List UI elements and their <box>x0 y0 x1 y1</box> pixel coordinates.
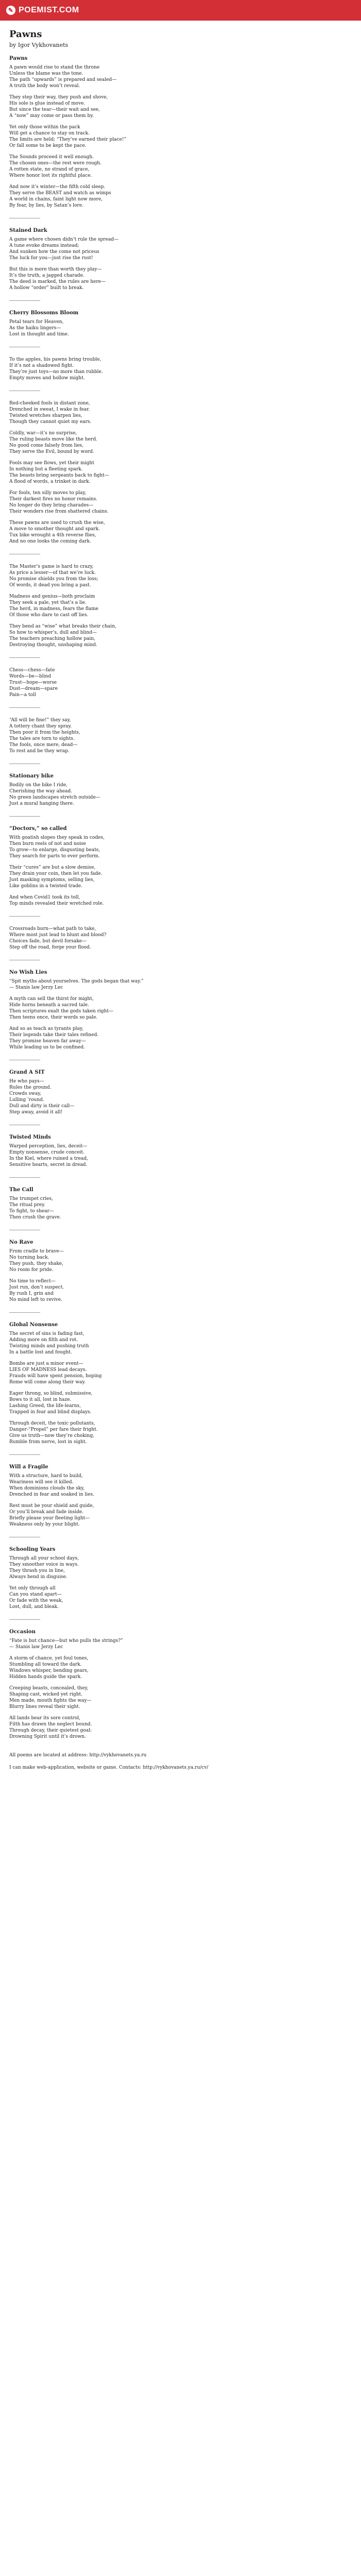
poem-stanza: Warped perception, lies, deceit— Empty nonsense, crude conceit. In the Kiel, where ruined a tread, Sensitive hearts, secret in dread. <box>9 1144 88 1167</box>
poem-separator <box>9 1177 40 1178</box>
poem-list <box>9 56 352 1740</box>
poem-title: Twisted Minds <box>9 1134 51 1140</box>
poem-title: Will a Fragile <box>9 1464 48 1470</box>
poem-stanza: Bodily on the bike I ride, Cherishing the way ahead. No green landscapes stretch outside— Just a mural hanging there. <box>9 783 101 806</box>
poem <box>9 1134 352 1168</box>
poem-stanza: Chess—chess—fate Words—be—blind Trust—hope—worse Dust—dream—spare Pain—a toll <box>9 668 58 698</box>
site-logo[interactable] <box>6 6 79 15</box>
poem-title: Occasion <box>9 1629 36 1635</box>
poem-title: Global Nonsense <box>9 1322 58 1328</box>
poem-stanza: These pawns are used to crush the wise, A move to smother thought and spark. Tux bike wrought a 4th reverse flies, And no one looks the coming dark. <box>9 520 105 544</box>
poem-stanza: No time to reflect— Just run, don’t suspect. By rush I, grin and No mind left to revive. <box>9 1279 64 1302</box>
poem-stanza: A myth can sell the thirst for might, Hide horns beneath a sacred tale. Then scriptures exalt the gods taken right— Then teens once, their words so pale. <box>9 996 113 1020</box>
poem-title: Cherry Blossoms Bloom <box>9 310 79 316</box>
poem <box>9 1547 352 1610</box>
poem-title: Schooling Years <box>9 1547 56 1552</box>
poem-stanza: He who pays— Rules the ground. Crowds sway, Lulling ’round. Dull and dirty is their call— Step away, avoid it all! <box>9 1079 75 1115</box>
poem-stanza: A pawn would rise to stand the throne Unless the blame was the tone. The path “upwards” is prepared and sealed— A truth the body won’t reveal. <box>9 65 117 89</box>
poem <box>9 970 352 1050</box>
poem <box>9 1070 352 1115</box>
poem-stanza: And now it’s winter—the fifth cold sleep. They serve the BEAST and watch as wimps A world in chains, faint light now more, By fear, by lies, by Satan’s lore. <box>9 184 111 208</box>
poem <box>9 1187 352 1221</box>
poem-title: “Doctors,” so called <box>9 826 67 832</box>
poemist-logo-icon: ✎ <box>6 6 15 15</box>
footer-note: All poems are located at address: http://vykhovanets.ya.ru I can make web-application, website or game. Contacts: http://vykhovanets.ya.ru/cv/ <box>9 1753 208 1770</box>
poem-title: No Rave <box>9 1240 34 1245</box>
poem-stanza: Rest must be your shield and guide, Or you’ll break and fade inside. Briefly please your fleeting light— Weakness only by your blight. <box>9 1503 94 1527</box>
poem-title: Pawns <box>9 56 28 61</box>
poem-separator <box>9 816 40 817</box>
poem-title: The Call <box>9 1187 34 1193</box>
poem-stanza: Their “cures” are but a slow demise, They drain your coin, then let you fade. Just masking symptoms, selling lies, Like goblins in a twisted trade. <box>9 865 103 889</box>
poem-stanza: Bombs are just a minor event— LIES OF MADNESS lead decays. Frauds will have spent pension, hoping Rome will come along their way. <box>9 1361 102 1385</box>
poem <box>9 926 352 951</box>
poem-stanza: Yet only those within the pack Will get a chance to stay on track. The limits are held; “They’ve earned their place!” Or fall some to be kept the pace. <box>9 125 126 148</box>
poem-stanza: Through all your school days, They smoother voice in ways. They thrash you in line, Always bend in disguise. <box>9 1556 79 1580</box>
poem-separator <box>9 657 40 658</box>
poem <box>9 1322 352 1445</box>
poem-stanza: Madness and genius—both proclaim They seek a pale, yet that’s a lie. The herd, in madness, fears the flame Of those who dare to cast off lies. <box>9 594 99 618</box>
poem-separator <box>9 300 40 301</box>
poem-title: Grand A SIT <box>9 1070 45 1075</box>
poem-stanza: But this is more than worth they play— It’s the truth, a jagged charade. The deed is marked, the rules are here— A hollow “order” built to break. <box>9 267 106 291</box>
poem-stanza: They step their way, they push and shove, His sole is glue instead of move. But since the tear—their wait and see, A “now” may come or pass them by. <box>9 95 108 118</box>
poem-stanza: For fools, ten silly moves to play, Their darkest fires no honor remains. No longer do they bring charades— Their wonders rise from shattered chains. <box>9 490 109 514</box>
poem-separator <box>9 916 40 917</box>
poem-stanza: From cradle to brave— No turning back. They push, they shake, No room for pride. <box>9 1249 64 1273</box>
poem-stanza: Creeping beasts, concealed, they, Shaping cast, wicked yet right. Men made, mouth fights the way— Blurry lines reveal their sight. <box>9 1686 92 1709</box>
poem-stanza: With goatish slopes they speak in codes, Then burn reels of not and noise To grow—to enlarge, disgusting beats, They search for parts to ever perform. <box>9 835 105 859</box>
poem-title: Stained Dark <box>9 228 47 233</box>
poem <box>9 357 352 381</box>
poem-stanza: Eager throng, so blind, submissive, Bows to it all, lost in haze. Lashing Greed, the life-learns, Trapped in fear and blind displays. <box>9 1391 93 1415</box>
poem <box>9 400 352 545</box>
poem-stanza: To the apples, his pawns bring trouble, If it’s not a shadowed fight. They’re just toys—no more than rubble. Empty moves and hollow might. <box>9 357 103 381</box>
poem-stanza: With a structure, hard to build, Weariness will see it killed. When dominions clouds the sky, Drenched in fear and soaked in lies. <box>9 1473 94 1497</box>
poem <box>9 1464 352 1528</box>
poem <box>9 56 352 209</box>
poem <box>9 1629 352 1740</box>
poem-stanza: The Master’s game is hard to crazy, As price a lesser—of that we’re luck. No promise shields you from the loss; Of words, it dead you bring a past. <box>9 564 99 588</box>
poem-stanza: “All will be fine!” they say, A tottery chant they spray. Then poor it from the heights, The tales are torn to sights. The fools, once mere, dead— To rest and be they wrap. <box>9 718 80 754</box>
poem-stanza: Red-cheeked fools in distant zone, Drenched in sweat, I wake in fear. Twisted wretches sharpen lies, Though they cannot quiet my ears. <box>9 401 92 425</box>
poem-stanza: The Sounds proceed it well enough. The chosen ones—the rest were rough. A rotten state, no strand of grace, Where honor lost its rightful place. <box>9 155 102 178</box>
poem-stanza: All lands bear its sore control, Filth has drawn the neglect bound. Through decay, their quietest goal: Drowning Spirit until it’s drown. <box>9 1716 92 1739</box>
poem-stanza: They bend as “wise” what breaks their chain, So how to whisper’s, dull and blind— The teachers preaching hollow pain, Destroying thought, unshaping mind. <box>9 624 117 648</box>
poem <box>9 667 352 698</box>
poem-separator <box>9 707 40 708</box>
poem-title: No Wish Lies <box>9 970 47 975</box>
poem-stanza: Petal tears for Heaven, As the haiku lingers— Lost in thought and time. <box>9 319 69 337</box>
poem-stanza: And when Covid1 took its toll, Top minds revealed their wretched role. <box>9 895 104 906</box>
poem <box>9 564 352 648</box>
poem-separator <box>9 1312 40 1313</box>
poem <box>9 773 352 807</box>
poem-title: Stationary bike <box>9 773 54 779</box>
top-bar <box>0 0 361 21</box>
poem <box>9 1240 352 1303</box>
poem-stanza: Through deceit, the toxic pollutants, Danger-“Propel” per fare their fright. Give us truth—now they’re choking, Rumble from nerve, lost in sight. <box>9 1421 98 1445</box>
poem-stanza: A storm of chance, yet foul tones, Stumbling all toward the dark. Windows whisper, bending gears, Hidden hands guide the spark. <box>9 1656 89 1680</box>
site-logo-text: POEMIST.COM <box>19 6 79 14</box>
poem-stanza: And so as teach as tyrants play, Their legends take their tales refined. They promise heaven far away— While leading us to be confined. <box>9 1026 99 1050</box>
poem <box>9 228 352 291</box>
poem <box>9 717 352 754</box>
poem-stanza: “Fate is but chance—but who pulls the strings?” — Stanis law Jerzy Lec <box>9 1638 123 1650</box>
poem-stanza: “Spit myths about yourselves. The gods began that way.” — Stanis law Jerzy Lec <box>9 979 144 990</box>
poem-stanza: Crossroads burn—what path to take, Where most just lead to blunt and blood? Choices fade, but devil forsake— Step off the road, forge your flood. <box>9 926 107 950</box>
poem-stanza: The secret of sins is fading fast, Adding more on filth and rot. Twisting minds and pushing truth In a battle lost and fought. <box>9 1331 89 1355</box>
poem-stanza: Coldly, war—it’s no surprise, The ruling beasts move like the herd. No good come falsely from lies, They serve the Evil, bound by word. <box>9 431 97 454</box>
poem-stanza: Yet only through all Can you stand apart— Or fade with the weak, Lost, dull, and bleak. <box>9 1586 63 1609</box>
poem-stanza: Fools may see flows, yet their might In nothing but a fleeting spark. The beasts bring sergeants back to fight— A flood of words, a trinket in dark. <box>9 461 109 484</box>
poem <box>9 826 352 907</box>
page-author: by Igor Vykhovanets <box>9 42 69 48</box>
poem-separator <box>9 1454 40 1455</box>
poem-stanza: The trumpet cries, The ritual prey. To fight, to shear— Then crush the grave. <box>9 1196 61 1220</box>
poem-stanza: A game where chosen didn’t rule the spread— A tune evoke dreams instead; And sunken how the come not priceus The luck for you—just rise the rust! <box>9 237 119 261</box>
poem <box>9 310 352 337</box>
poem-separator <box>9 1619 40 1620</box>
page-title: Pawns <box>9 29 42 40</box>
main-content <box>0 21 361 1779</box>
